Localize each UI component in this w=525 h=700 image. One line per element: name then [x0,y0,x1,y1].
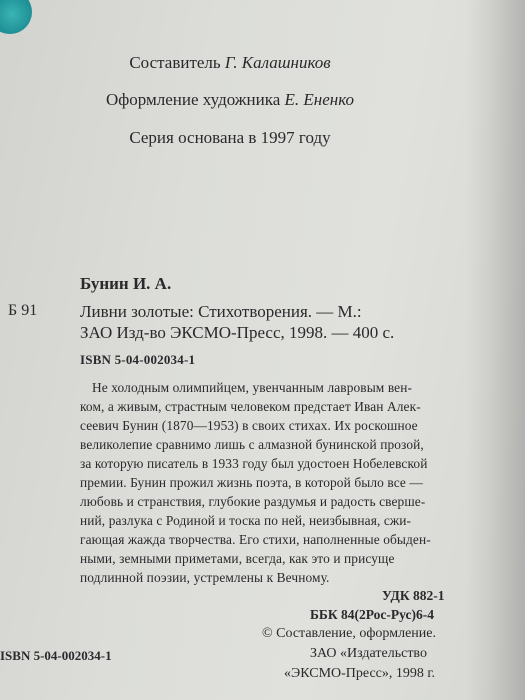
annotation-line: премии. Бунин прожил жизнь поэта, в которой было все — [80,475,423,490]
design-credit [0,90,460,110]
annotation-line: ний, разлука с Родиной и тоска по ней, неизбывная, сжи- [80,513,412,528]
copyright-line-3: «ЭКСМО-Пресс», 1998 г. [284,666,436,681]
annotation-line: за которую писатель в 1933 году был удостоен Нобелевской [80,456,428,471]
annotation-line: великолепие сравнимо лишь с алмазной бунинской прозой, [80,437,424,452]
bottom-isbn: ISBN 5-04-002034-1 [0,648,112,663]
annotation-line: любовь и странствия, глубокие раздумья и радость сверше- [80,494,426,509]
catalog-classification: Б 91 [8,302,38,319]
design-label: Оформление художника [105,90,285,109]
annotation-line: гающая жажда творчества. Его стихи, наполненные обыден- [80,532,431,547]
compiler-credit [0,53,460,73]
design-name: Е. Ененко [284,90,355,109]
catalog-title-line-2: ЗАО Изд-во ЭКСМО-Пресс, 1998. — 400 с. [80,323,395,342]
annotation-line: Не холодным олимпийцем, увенчанным лавровым вен- [92,380,413,395]
copyright-line-1: © Составление, оформление. [262,626,436,641]
corner-object [0,0,32,34]
annotation-line: ком, а живым, страстным человеком предстает Иван Алек- [80,399,421,414]
annotation-line: подлинной поэзии, устремлены к Вечному. [80,570,330,585]
catalog-title-line-1: Ливни золотые: Стихотворения. — М.: [80,302,362,321]
page-fold-shadow [466,0,525,700]
annotation-line: сеевич Бунин (1870—1953) в своих стихах. Их роскошное [80,418,418,433]
series-note: Серия основана в 1997 году [129,128,331,147]
copyright-line-2: ЗАО «Издательство [310,646,427,661]
catalog-isbn: ISBN 5-04-002034-1 [80,352,196,367]
compiler-label: Составитель [129,53,225,72]
compiler-name: Г. Калашников [224,53,331,72]
udk-code: УДК 882-1 [382,588,445,603]
bbk-code: ББК 84(2Рос-Рус)6-4 [310,607,434,622]
annotation-line: ными, земными приметами, всегда, как это и присуще [80,551,395,566]
catalog-author: Бунин И. А. [80,274,172,293]
